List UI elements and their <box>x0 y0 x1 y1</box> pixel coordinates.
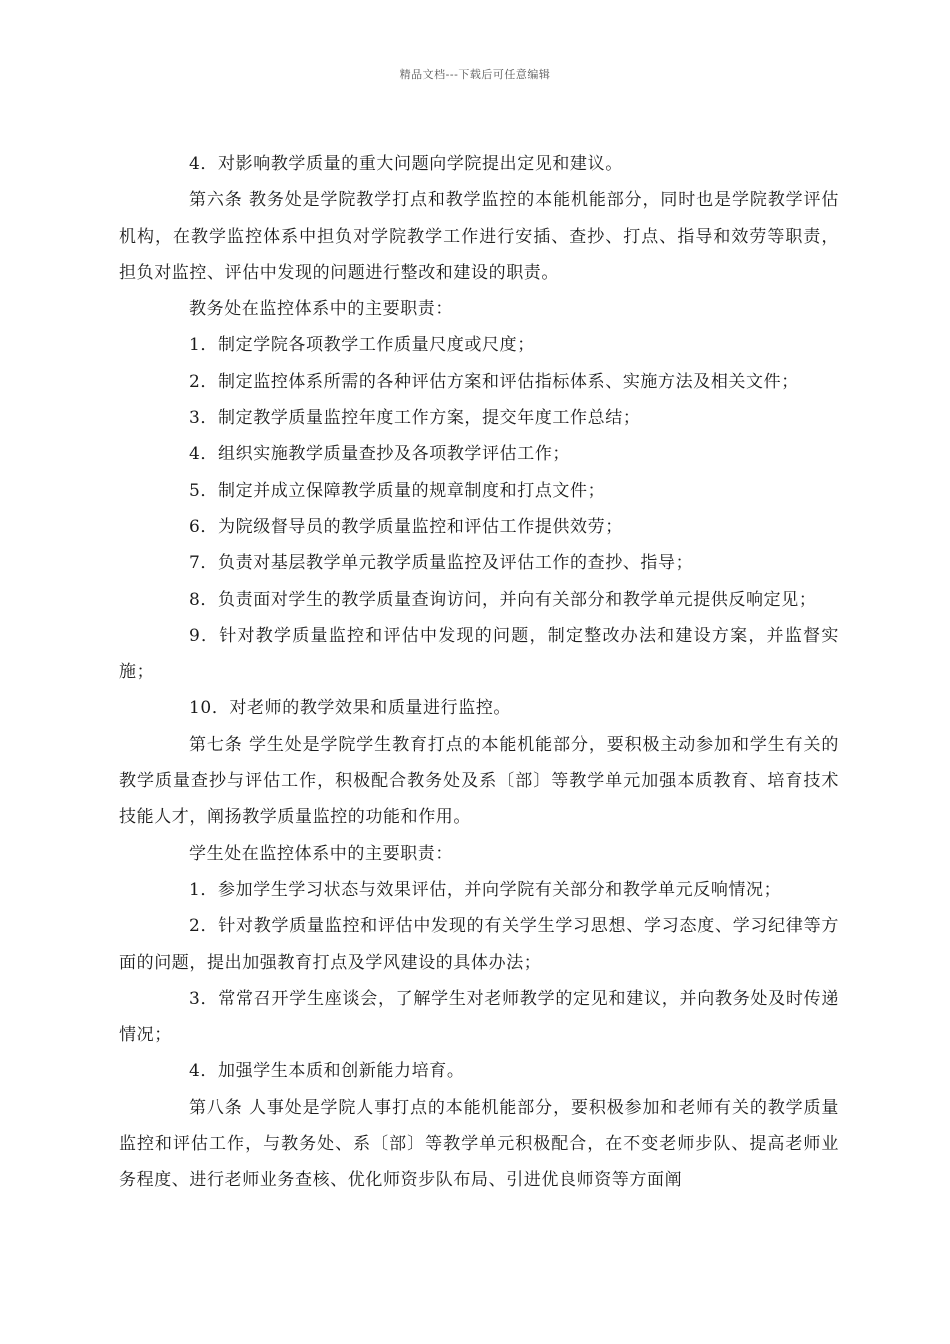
paragraph: 第七条 学生处是学院学生教育打点的本能机能部分，要积极主动参加和学生有关的教学质量查抄与评估工作，积极配合教务处及系〔部〕等教学单元加强本质教育、培育技术技能人才，阐扬教学质量监控的功能和作用。 <box>119 734 839 828</box>
paragraph: 3．常常召开学生座谈会，了解学生对老师教学的定见和建议，并向教务处及时传递情况； <box>119 988 839 1046</box>
paragraph: 4．加强学生本质和创新能力培育。 <box>189 1061 465 1082</box>
paragraph: 10．对老师的教学效果和质量进行监控。 <box>189 698 512 719</box>
paragraph: 2．制定监控体系所需的各种评估方案和评估指标体系、实施方法及相关文件； <box>189 371 799 392</box>
paragraph: 4．对影响教学质量的重大问题向学院提出定见和建议。 <box>189 154 623 174</box>
paragraph: 第八条 人事处是学院人事打点的本能机能部分，要积极参加和老师有关的教学质量监控和评估工作，与教务处、系〔部〕等教学单元积极配合，在不变老师步队、提高老师业务程度、进行老师业务查核、优化师资步队布局、引进优良师资等方面阐 <box>119 1097 839 1191</box>
paragraph: 8．负责面对学生的教学质量查询访问，并向有关部分和教学单元提供反响定见； <box>189 589 817 610</box>
paragraph: 4．组织实施教学质量查抄及各项教学评估工作； <box>189 444 571 465</box>
paragraph: 第六条 教务处是学院教学打点和教学监控的本能机能部分，同时也是学院教学评估机构，在教学监控体系中担负对学院教学工作进行安插、查抄、打点、指导和效劳等职责，担负对监控、评估中发现的问题进行整改和建设的职责。 <box>119 190 839 283</box>
paragraph: 9．针对教学质量监控和评估中发现的问题，制定整改办法和建设方案，并监督实施； <box>119 625 839 683</box>
paragraph: 1．参加学生学习状态与效果评估，并向学院有关部分和教学单元反响情况； <box>189 879 782 900</box>
paragraph: 7．负责对基层教学单元教学质量监控及评估工作的查抄、指导； <box>189 553 694 574</box>
paragraph: 1．制定学院各项教学工作质量尺度或尺度； <box>189 335 535 356</box>
paragraph: 学生处在监控体系中的主要职责： <box>189 843 453 864</box>
paragraph: 6．为院级督导员的教学质量监控和评估工作提供效劳； <box>189 516 623 537</box>
paragraph: 3．制定教学质量监控年度工作方案，提交年度工作总结； <box>189 408 641 429</box>
page-header: 精品文档---下载后可任意编辑 <box>399 68 551 81</box>
document-body <box>119 146 839 1199</box>
paragraph: 2．针对教学质量监控和评估中发现的有关学生学习思想、学习态度、学习纪律等方面的问题，提出加强教育打点及学风建设的具体办法； <box>119 916 839 973</box>
paragraph: 5．制定并成立保障教学质量的规章制度和打点文件； <box>189 480 606 501</box>
paragraph: 教务处在监控体系中的主要职责： <box>189 299 453 320</box>
